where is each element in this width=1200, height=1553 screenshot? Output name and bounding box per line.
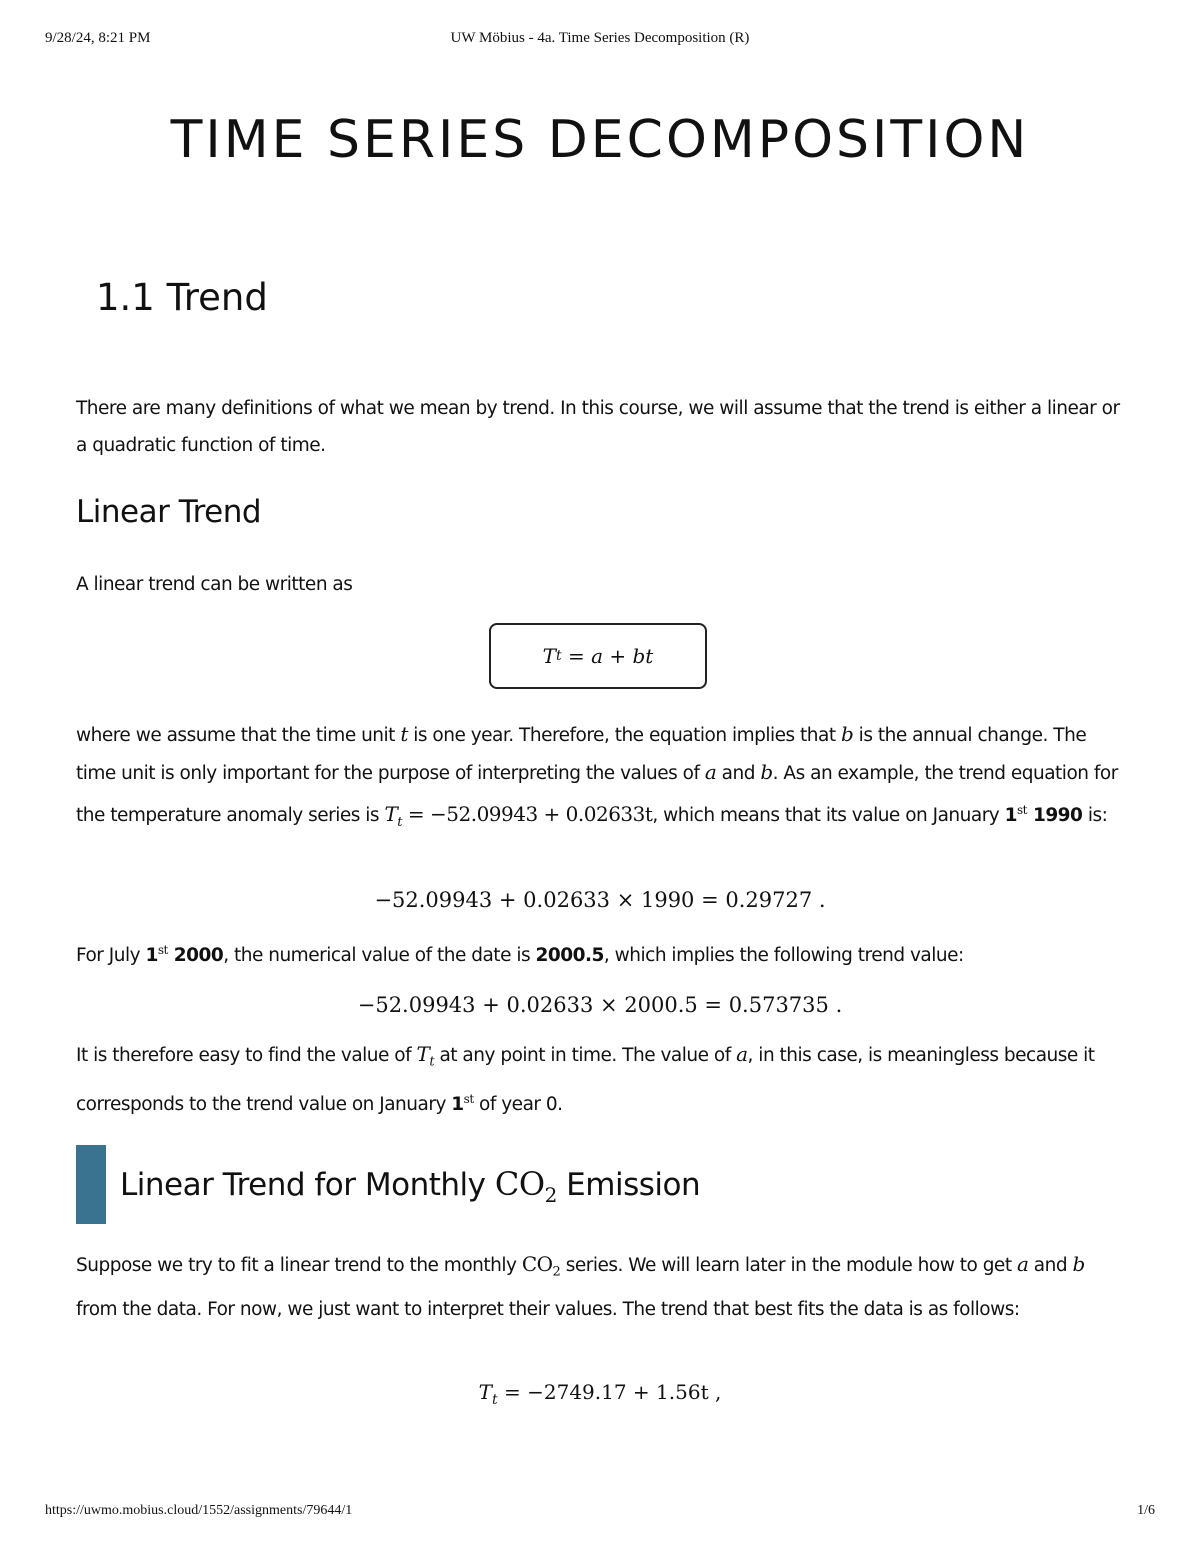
inline-eq-sub: t — [397, 814, 403, 830]
co2-trend-equation — [76, 1380, 1124, 1408]
p1-text-a: where we assume that the time unit — [76, 725, 401, 746]
co2-inline-co: CO — [521, 1252, 553, 1276]
print-page-number: 1/6 — [1137, 1503, 1155, 1518]
p3-T: T — [416, 1042, 430, 1066]
p1-text-e: . As an example, the trend equation for the temperature anomaly series is — [76, 763, 1118, 827]
p1-text-f: , which means that its value on January — [652, 805, 1005, 827]
p3-text-d: of year 0. — [473, 1093, 563, 1115]
p2-text-a: For July — [76, 945, 146, 967]
p3-var-a: a — [736, 1042, 748, 1066]
calculation-1: −52.09943 + 0.02633 × 1990 = 0.29727 . — [374, 888, 826, 912]
print-datetime: 9/28/24, 8:21 PM — [45, 30, 151, 46]
print-header — [45, 30, 1155, 50]
eq-rhs: = a + bt — [561, 644, 654, 668]
section-title: 1.1 Trend — [96, 276, 268, 319]
co2-heading — [120, 1165, 700, 1207]
var-a: a — [704, 760, 717, 784]
date1-year: 1990 — [1027, 805, 1083, 827]
co2-text-d: from the data. For now, we just want to interpret their values. The trend that best fits the data is as follows: — [76, 1298, 1020, 1320]
p3-day: 1 — [451, 1093, 464, 1115]
co2-heading-text-b: Emission — [556, 1167, 701, 1203]
var-t: t — [400, 722, 408, 746]
co2-heading-text-a: Linear Trend for Monthly — [120, 1167, 495, 1203]
p3-text-a: It is therefore easy to find the value of — [76, 1045, 417, 1066]
date2-value: 2000.5 — [535, 945, 604, 967]
date2-year: 2000 — [167, 945, 224, 967]
p1-text-c: is the annual change. The time unit is only important for the purpose of interpreting the values of — [76, 725, 1087, 784]
inline-eq-rest: = −52.09943 + 0.02633t — [402, 802, 653, 827]
print-page-title: UW Möbius - 4a. Time Series Decomposition (R) — [450, 30, 750, 46]
p3-text-b: at any point in time. The value of — [434, 1045, 737, 1066]
eq-sub: t — [555, 648, 562, 664]
p1-text-b: is one year. Therefore, the equation implies that — [407, 725, 841, 746]
p3-sup: st — [463, 1091, 474, 1106]
p3-text-c: , in this case, is meaningless because it corresponds to the trend value on January — [76, 1045, 1095, 1115]
co2-eq-T: T — [478, 1380, 492, 1404]
co2-eq-sub: t — [492, 1392, 498, 1409]
var-b: b — [840, 722, 854, 746]
p2-text-c: , which implies the following trend value: — [603, 945, 964, 967]
print-footer — [45, 1503, 1155, 1523]
co2-var-a: a — [1016, 1252, 1029, 1276]
print-url[interactable]: https://uwmo.mobius.cloud/1552/assignments/79644/1 — [45, 1503, 353, 1518]
co2-var-b: b — [1072, 1252, 1085, 1276]
interpretation-paragraph — [76, 716, 1124, 841]
co2-inline-sub: 2 — [552, 1264, 561, 1280]
july-paragraph — [76, 932, 1124, 974]
date2-sup: st — [157, 943, 168, 957]
co2-heading-sub: 2 — [544, 1183, 557, 1208]
document-title: TIME SERIES DECOMPOSITION — [170, 110, 1030, 170]
co2-text-b: series. We will learn later in the module how to get — [560, 1255, 1017, 1276]
linear-trend-lead: A linear trend can be written as — [76, 574, 353, 595]
linear-trend-heading: Linear Trend — [76, 494, 262, 530]
date2-day: 1 — [145, 945, 158, 967]
callout-accent-bar — [76, 1145, 106, 1224]
p1-text-g: is: — [1082, 805, 1108, 827]
co2-text-a: Suppose we try to fit a linear trend to the monthly — [76, 1255, 522, 1276]
co2-text-c: and — [1028, 1255, 1073, 1276]
trend-equation-box — [489, 623, 707, 689]
co2-heading-co: CO — [494, 1165, 545, 1203]
date1-sup: st — [1017, 803, 1027, 817]
co2-eq-rest: = −2749.17 + 1.56t , — [497, 1380, 722, 1404]
co2-paragraph — [76, 1246, 1124, 1328]
calculation-2: −52.09943 + 0.02633 × 2000.5 = 0.573735 . — [357, 993, 843, 1017]
eq-lhs: T — [542, 644, 556, 668]
meaning-paragraph — [76, 1036, 1124, 1123]
intro-paragraph: There are many definitions of what we mean by trend. In this course, we will assume that the trend is either a linear or a quadratic function of time. — [76, 398, 1120, 456]
date1-day: 1 — [1004, 805, 1018, 827]
p3-sub: t — [429, 1054, 435, 1070]
p2-text-b: , the numerical value of the date is — [223, 945, 536, 967]
inline-eq-T: T — [384, 802, 398, 827]
var-b-2: b — [760, 760, 773, 784]
p1-text-d: and — [716, 763, 761, 784]
